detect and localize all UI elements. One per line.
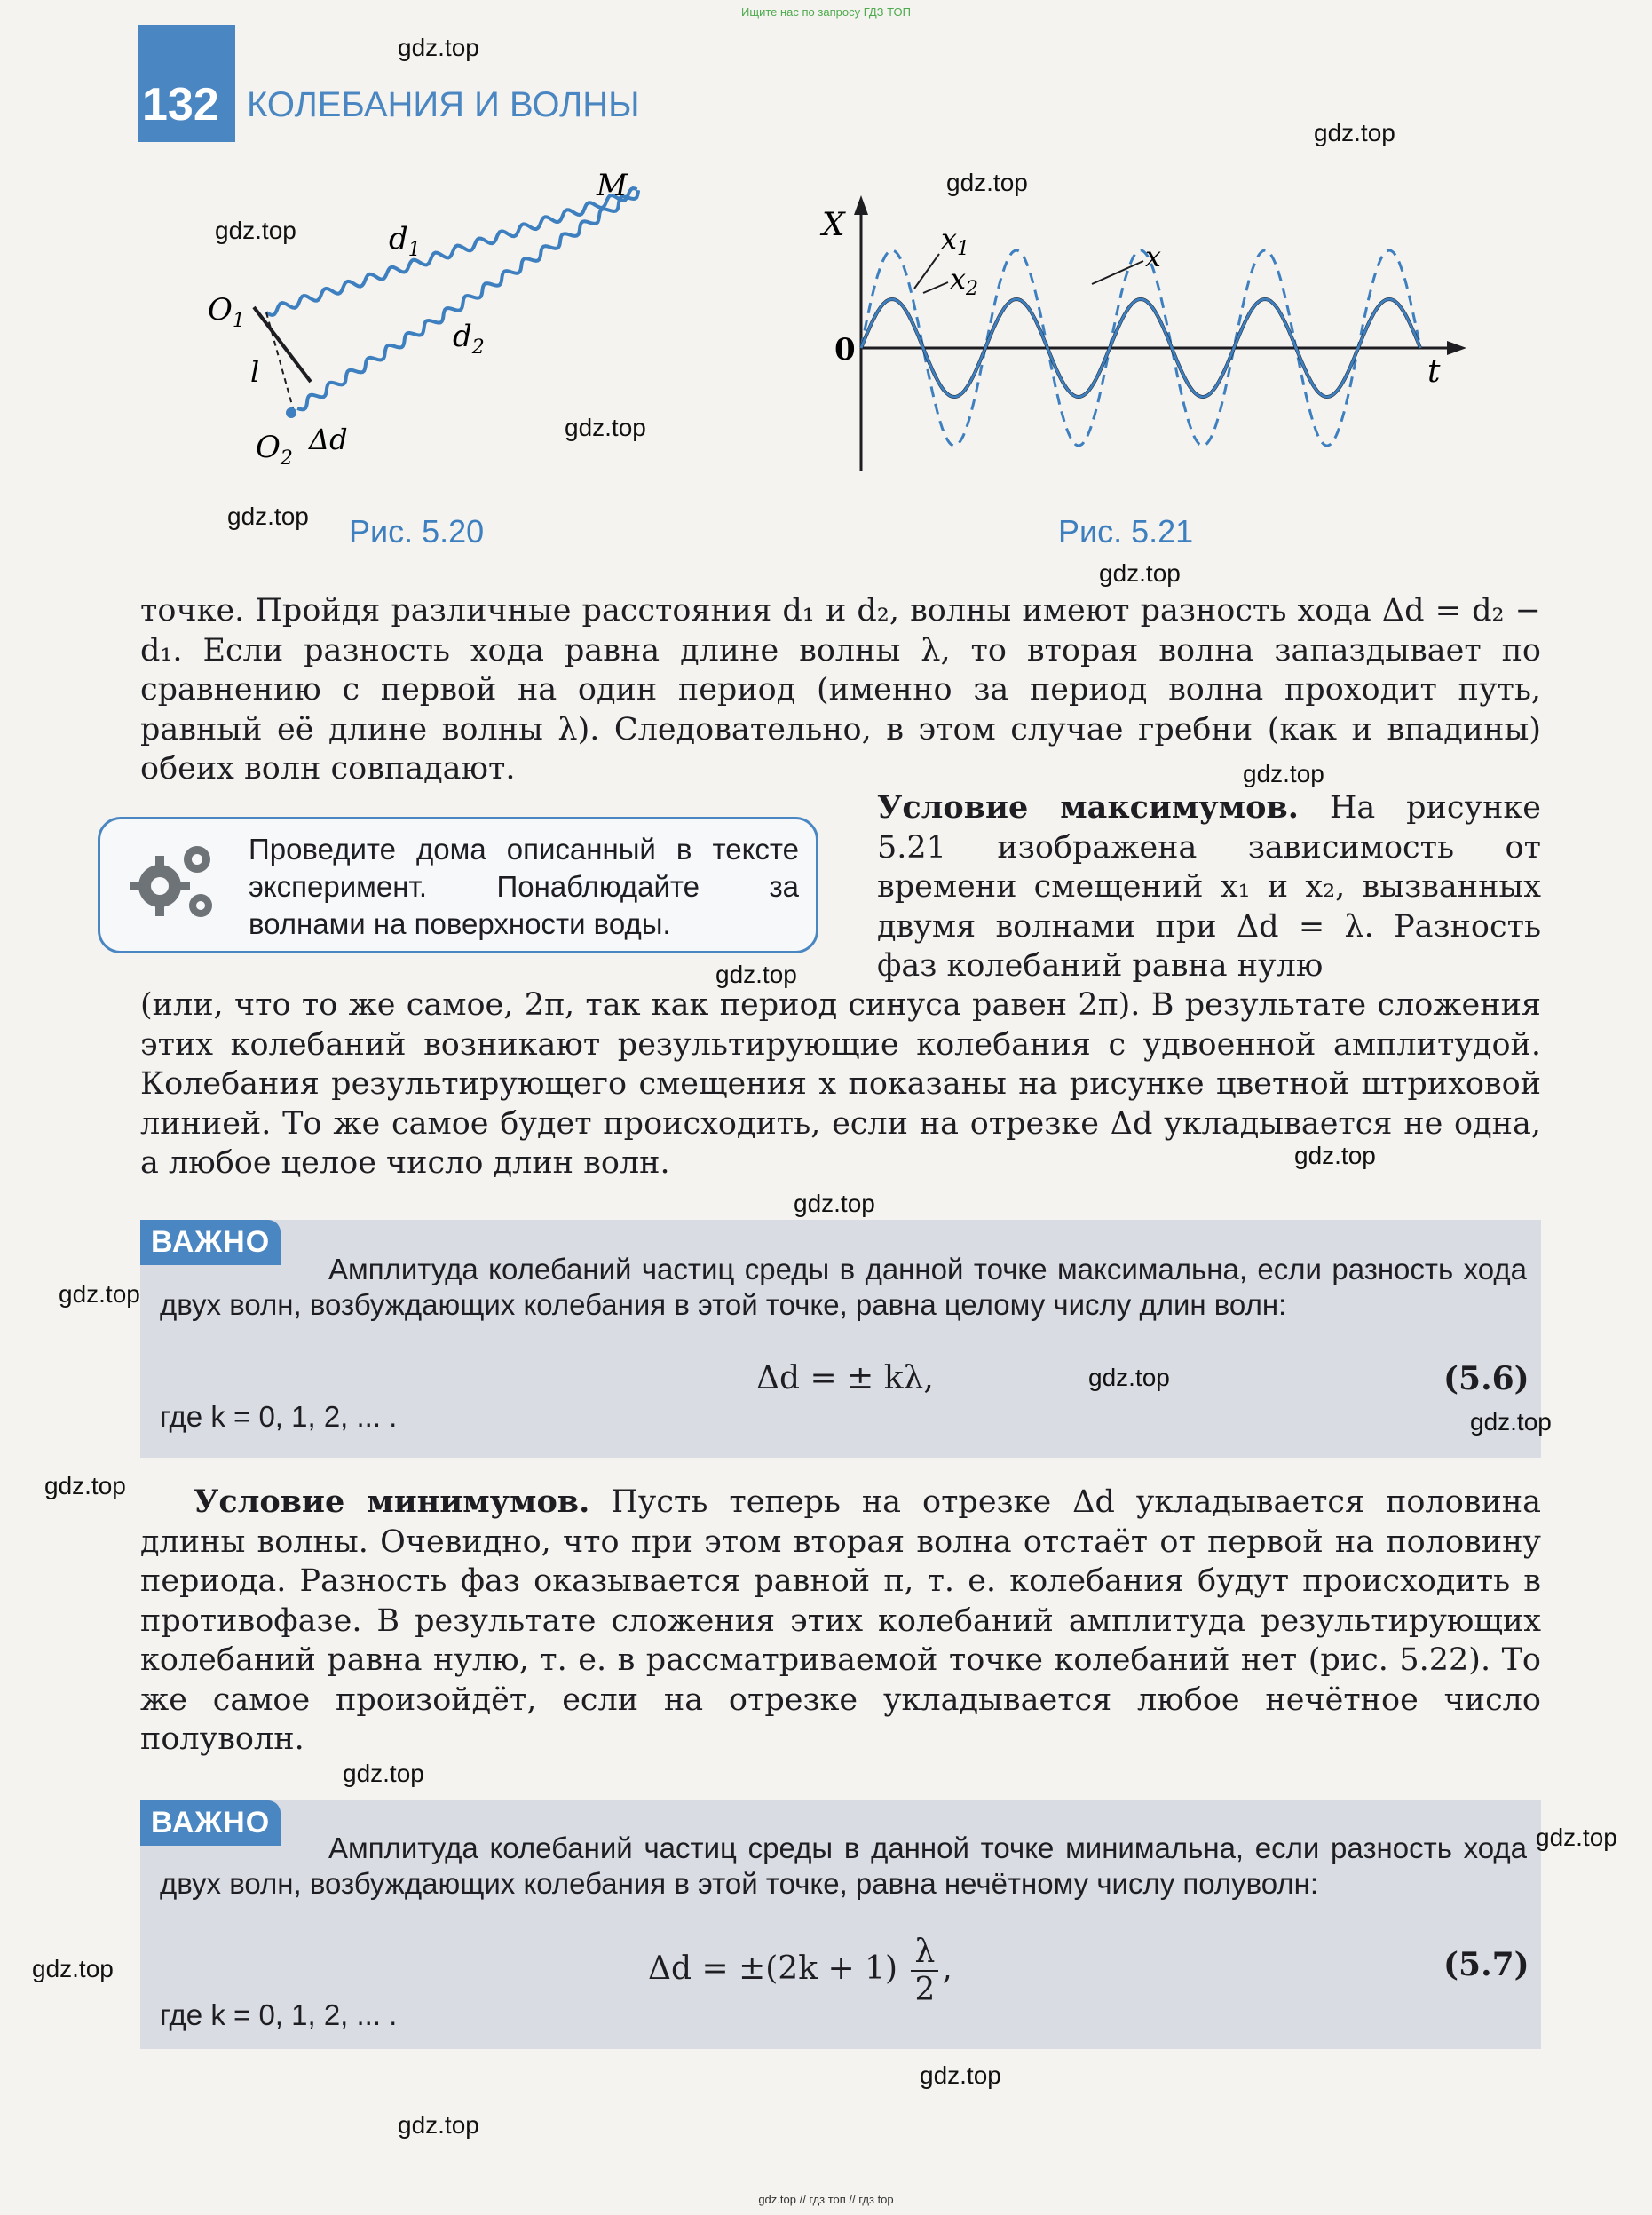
watermark: gdz.top bbox=[1088, 1364, 1170, 1391]
pointer-x2 bbox=[923, 282, 948, 293]
watermark: gdz.top bbox=[715, 961, 797, 988]
figure-5-20-caption: Рис. 5.20 bbox=[349, 513, 485, 550]
formula-5-6: Δd = ± kλ, bbox=[756, 1360, 934, 1396]
min-text: Пусть теперь на отрезке Δd укладывается половина длины волны. Очевидно, что при этом вторая волна отстаёт от первой на половину периода. Разность фаз оказывается равной π, т. е. колебания будут происходить в противофазе. В результате сложения этих колебаний амплитуда результирующих колебаний равна нулю, т. е. в рассматриваемой точке колебаний нет (рис. 5.22). То же самое произойдёт, если на отрезке укладывается любое нечётное число полуволн. bbox=[140, 1484, 1541, 1757]
point-o2 bbox=[286, 407, 296, 418]
wave-d1 bbox=[266, 188, 637, 315]
label-d2: $d_2$ bbox=[453, 319, 485, 359]
watermark: gdz.top bbox=[920, 2061, 1001, 2089]
watermark: gdz.top bbox=[1470, 1408, 1552, 1436]
label-M: M bbox=[597, 168, 628, 203]
label-zero: 0 bbox=[834, 332, 856, 368]
min-heading: Условие минимумов. bbox=[194, 1483, 590, 1520]
watermark: gdz.top bbox=[1314, 119, 1395, 146]
label-t: t bbox=[1427, 353, 1441, 390]
watermark: gdz.top bbox=[59, 1280, 140, 1308]
max-condition-cont: (или, что то же самое, 2π, так как период синуса равен 2π). В результате сложения этих колебаний возникают результирующие колебания с удвоенной амплитудой. Колебания результирующего смещения x показаны на рисунке цветной штриховой линией. То же самое будет происходить, если на отрезке Δd укладывается не одна, а любое целое число длин волн. bbox=[140, 987, 1541, 1181]
label-x: x bbox=[1145, 240, 1162, 273]
bottom-links: gdz.top // гдз топ // гдз top bbox=[758, 2193, 894, 2206]
figure-5-21-caption: Рис. 5.21 bbox=[1058, 513, 1194, 550]
watermark: gdz.top bbox=[343, 1760, 424, 1787]
where-2: где k = 0, 1, 2, ... . bbox=[160, 1998, 398, 2031]
label-delta-d: Δd bbox=[309, 423, 348, 456]
important-text-1: Амплитуда колебаний частиц среды в данной точке максимальна, если разность хода двух волн, возбуждающих колебания в этой точке, равна целому числу длин волн: bbox=[160, 1253, 1527, 1321]
gears-icon bbox=[126, 836, 224, 925]
eq-number-5-6: (5.6) bbox=[1443, 1360, 1529, 1397]
label-O1: $O_1$ bbox=[208, 292, 245, 332]
label-x1: $x_1$ bbox=[941, 222, 970, 260]
where-1: где k = 0, 1, 2, ... . bbox=[160, 1400, 398, 1433]
important-tab-2: ВАЖНО bbox=[140, 1800, 281, 1846]
page-number: 132 bbox=[142, 79, 219, 131]
max-condition-intro bbox=[877, 788, 1541, 986]
pointer-x1 bbox=[914, 254, 939, 289]
pointer-x bbox=[1092, 261, 1143, 284]
y-axis-arrow bbox=[854, 195, 868, 215]
watermark: gdz.top bbox=[398, 34, 479, 61]
watermark: gdz.top bbox=[565, 414, 646, 441]
formula-5-7: Δd = ±(2k + 1) $\frac{\lambda}{2}$ , bbox=[648, 1934, 952, 2008]
x-axis-arrow bbox=[1447, 341, 1466, 355]
watermark: gdz.top bbox=[1536, 1823, 1617, 1851]
watermark: gdz.top bbox=[1243, 760, 1324, 787]
watermark: gdz.top bbox=[227, 502, 309, 530]
watermark: gdz.top bbox=[32, 1955, 114, 1982]
wave-d2 bbox=[297, 190, 638, 409]
max-right-text: На рисунке 5.21 изображена зависимость от времени смещений x₁ и x₂, вызванных двумя волнами при Δd = λ. Разность фаз колебаний равна нулю bbox=[877, 790, 1541, 984]
watermark: gdz.top bbox=[1099, 559, 1181, 587]
watermark: gdz.top bbox=[946, 169, 1028, 196]
label-d1: $d_1$ bbox=[389, 221, 421, 261]
eq-number-5-7: (5.7) bbox=[1443, 1946, 1529, 1983]
label-x2: $x_2$ bbox=[950, 262, 979, 300]
watermark: gdz.top bbox=[215, 217, 296, 244]
label-O2: $O_2$ bbox=[256, 430, 293, 470]
important-tab-1: ВАЖНО bbox=[140, 1220, 281, 1265]
watermark: gdz.top bbox=[794, 1190, 875, 1217]
watermark: gdz.top bbox=[1294, 1142, 1376, 1169]
paragraph-1: точке. Пройдя различные расстояния d₁ и d₂, волны имеют разность хода Δd = d₂ − d₁. Если разность хода равна длине волны λ, то вторая волна запаздывает по сравнению с первой на один период (именно за период волна проходит путь, равный её длине волны λ). Следовательно, в этом случае гребни (как и впадины) обеих волн совпадают. bbox=[140, 593, 1541, 787]
watermark: gdz.top bbox=[44, 1472, 126, 1499]
watermark: gdz.top bbox=[398, 2111, 479, 2139]
label-X: X bbox=[822, 207, 845, 243]
top-search-hint: Ищите нас по запросу ГДЗ ТОП bbox=[741, 5, 911, 19]
figure-5-21-chart bbox=[799, 178, 1474, 479]
label-l: l bbox=[250, 355, 260, 389]
important-text-2: Амплитуда колебаний частиц среды в данной точке минимальна, если разность хода двух волн, возбуждающих колебания в этой точке, равна нечётному числу полуволн: bbox=[160, 1831, 1527, 1900]
distance-l bbox=[266, 312, 293, 408]
min-condition bbox=[140, 1483, 1541, 1760]
tip-text: Проведите дома описанный в тексте эксперимент. Понаблюдайте за волнами на поверхности воды. bbox=[249, 833, 799, 940]
chapter-title: КОЛЕБАНИЯ И ВОЛНЫ bbox=[247, 85, 640, 124]
max-heading: Условие максимумов. bbox=[877, 789, 1299, 826]
